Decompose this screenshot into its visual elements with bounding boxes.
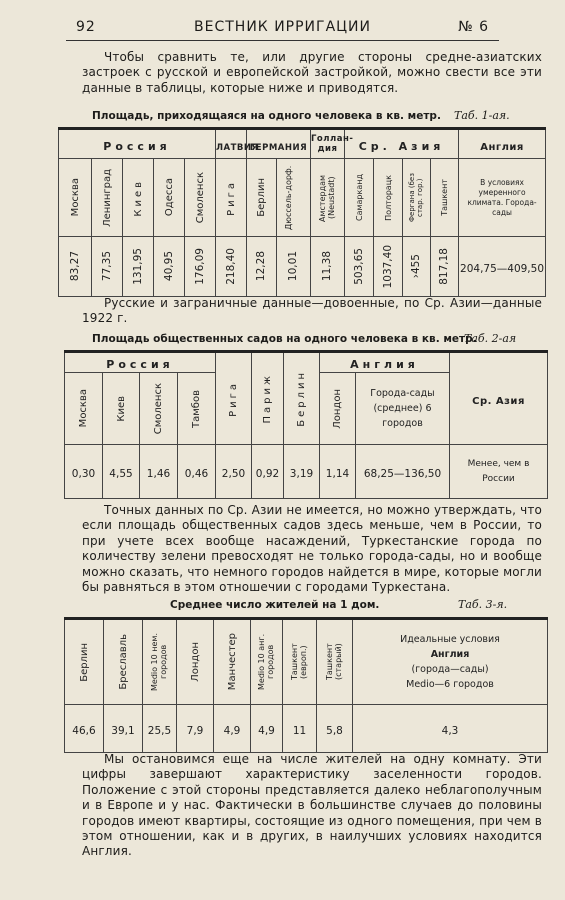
- page-number: 92: [76, 19, 96, 35]
- page-header: [66, 18, 499, 41]
- value-cell: 68,25—136,50: [356, 445, 450, 499]
- group-england: Англия: [320, 352, 450, 373]
- city-header: Париж: [252, 352, 284, 445]
- city-header: Ленинград: [92, 159, 123, 237]
- table2-caption: Площадь общественных садов на одного человека в кв. метр.: [92, 333, 477, 345]
- paragraph-rooms: Мы остановимся еще на числе жителей на одну комнату. Эти цифры завершают характеристику заселенности городов. Положение с этой стороны представляется далеко неблагополучным и в Европе и у нас. Фактически в большинстве случаев до половины городов имеют квартиры, состоящие из одного помещения, при чем в этом отношении, как и в других, в наилучших условиях находится Англия.: [82, 752, 542, 859]
- table1-value-row: [59, 237, 546, 297]
- value-cell: 0,30: [65, 445, 103, 499]
- value-cell: 4,9: [251, 705, 283, 753]
- value-cell: 218,40: [216, 237, 247, 297]
- value-cell: 7,9: [177, 705, 214, 753]
- value-cell: 3,19: [284, 445, 320, 499]
- paragraph-data-note: Русские и заграничные данные—довоенные, по Ср. Азии—данные 1922 г.: [82, 296, 542, 326]
- issue-number: № 6: [458, 19, 489, 35]
- city-header: Лондон: [177, 619, 214, 705]
- value-cell: 4,3: [353, 705, 548, 753]
- table1-label: Таб. 1-ая.: [454, 109, 510, 122]
- value-cell: 10,01: [277, 237, 311, 297]
- value-cell: 77,35: [92, 237, 123, 297]
- value-cell: 11: [283, 705, 317, 753]
- city-header: Берлин: [284, 352, 320, 445]
- city-header: Берлин: [65, 619, 104, 705]
- table3-city-row: [65, 619, 548, 705]
- city-header: Москва: [65, 373, 103, 445]
- city-header: Смоленск: [185, 159, 216, 237]
- city-header: Манчестер: [214, 619, 251, 705]
- table3-caption: Среднее число жителей на 1 дом.: [170, 599, 380, 611]
- england-value: 204,75—409,50: [459, 237, 546, 297]
- value-cell: 83,27: [59, 237, 92, 297]
- paragraph-intro: Чтобы сравнить те, или другие стороны средне-азиатских застроек с русской и европейской застройкой, можно свести все эти данные в таблицы, которые ниже и приводятся.: [82, 50, 542, 95]
- city-header: Ташкент (европ.): [283, 619, 317, 705]
- value-cell: 11,38: [311, 237, 345, 297]
- group-england: Англия: [459, 129, 546, 159]
- value-cell: ›455: [403, 237, 431, 297]
- city-header: Дюссель-дорф.: [277, 159, 311, 237]
- table3: [64, 617, 548, 753]
- value-cell: 0,46: [178, 445, 216, 499]
- city-header: Тамбов: [178, 373, 216, 445]
- england-note: В условиях умеренного климата. Города-сады: [459, 159, 546, 237]
- table1: [58, 127, 546, 297]
- table3-value-row: [65, 705, 548, 753]
- value-cell: 817,18: [431, 237, 459, 297]
- group-asia: Ср. Азия: [450, 352, 548, 445]
- city-header: Фергана (без стар. гор.): [403, 159, 431, 237]
- group-latvia: ЛАТВИЯ: [216, 129, 247, 159]
- city-header: Одесса: [154, 159, 185, 237]
- value-cell: 131,95: [123, 237, 154, 297]
- city-header: Киев: [103, 373, 140, 445]
- table2: [64, 350, 548, 499]
- city-header: Рига: [216, 352, 252, 445]
- group-russia: Россия: [59, 129, 216, 159]
- city-header: Ташкент (старый): [317, 619, 353, 705]
- group-russia: Россия: [65, 352, 216, 373]
- table3-label: Таб. 3-я.: [458, 598, 508, 611]
- value-cell: 4,55: [103, 445, 140, 499]
- city-header: Рига: [216, 159, 247, 237]
- city-header: Амстердам (Neustadt): [311, 159, 345, 237]
- value-cell: 12,28: [247, 237, 277, 297]
- value-cell: 503,65: [345, 237, 374, 297]
- city-header: Полторацк: [374, 159, 403, 237]
- city-header: Ташкент: [431, 159, 459, 237]
- value-cell: 176,09: [185, 237, 216, 297]
- city-header: Киев: [123, 159, 154, 237]
- value-cell: 4,9: [214, 705, 251, 753]
- value-cell: 25,5: [143, 705, 177, 753]
- group-asia: Ср. Азия: [345, 129, 459, 159]
- value-cell: 40,95: [154, 237, 185, 297]
- value-cell: 1037,40: [374, 237, 403, 297]
- city-header: Лондон: [320, 373, 356, 445]
- journal-title: ВЕСТНИК ИРРИГАЦИИ: [194, 19, 371, 35]
- table1-caption: Площадь, приходящаяся на одного человека в кв. метр.: [92, 110, 441, 122]
- value-cell: 39,1: [104, 705, 143, 753]
- city-header: Medio 10 анг. городов: [251, 619, 283, 705]
- group-germany: ГЕРМАНИЯ: [247, 129, 311, 159]
- value-cell: 0,92: [252, 445, 284, 499]
- city-header: Medio 10 нем. городов: [143, 619, 177, 705]
- value-cell: 1,14: [320, 445, 356, 499]
- group-holland: Голлан-дия: [311, 129, 345, 159]
- city-header: Смоленск: [140, 373, 178, 445]
- value-cell: 46,6: [65, 705, 104, 753]
- asia-value: Менее, чем в России: [450, 445, 548, 499]
- paragraph-gardens: Точных данных по Ср. Азии не имеется, но можно утверждать, что если площадь общественных садов здесь меньше, чем в России, то при учете всех вообще насаждений, Туркестанские города по количеству зелени превосходят не только города-сады, но и вообще можно сказать, что немного городов найдется в мире, которые могли бы равняться в этом отношечии с городами Туркестана.: [82, 503, 542, 595]
- garden-city-header: Города-сады (среднее) 6 городов: [356, 373, 450, 445]
- table1-city-row: [59, 159, 546, 237]
- value-cell: 5,8: [317, 705, 353, 753]
- ideal-conditions-header: Идеальные условия Англия (города—сады) Medio—6 городов: [353, 619, 548, 705]
- value-cell: 2,50: [216, 445, 252, 499]
- table2-label: Таб. 2-ая: [464, 332, 517, 345]
- city-header: Самарканд: [345, 159, 374, 237]
- table2-value-row: [65, 445, 548, 499]
- city-header: Бреславль: [104, 619, 143, 705]
- city-header: Берлин: [247, 159, 277, 237]
- value-cell: 1,46: [140, 445, 178, 499]
- city-header: Москва: [59, 159, 92, 237]
